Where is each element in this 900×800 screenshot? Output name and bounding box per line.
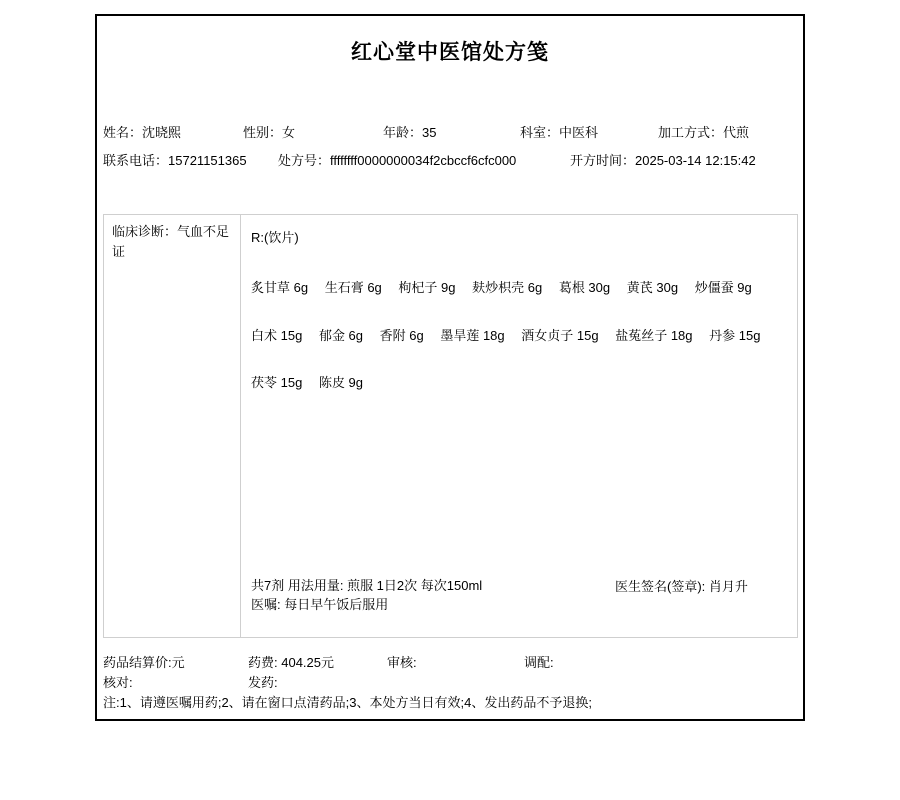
doctor-advice: 医嘱: 每日早午饭后服用 xyxy=(251,597,389,612)
herb-item: 生石膏 6g xyxy=(324,280,382,295)
herb-item: 炙甘草 6g xyxy=(251,280,309,295)
page-title: 红心堂中医馆处方笺 xyxy=(351,41,549,64)
herb-item: 香附 6g xyxy=(379,328,424,343)
herb-item: 黄芪 30g xyxy=(626,280,679,295)
field-value: ffffffff0000000034f2cbccf6cfc000 xyxy=(330,153,517,168)
field-value: 元 xyxy=(171,655,185,670)
field-patient-name xyxy=(103,122,181,141)
diagnosis-value: 气血不足证 xyxy=(112,224,230,259)
field-label: 联系电话： xyxy=(103,153,169,168)
herb-item: 盐菟丝子 18g xyxy=(615,328,693,343)
herb-item: 麸炒枳壳 6g xyxy=(472,280,543,295)
field-phone xyxy=(103,150,247,169)
field-label: 处方号： xyxy=(278,153,331,168)
clinical-diagnosis xyxy=(112,222,234,262)
herb-line-2 xyxy=(251,325,773,344)
prescription-border xyxy=(95,14,805,721)
field-label: 年龄： xyxy=(383,125,423,140)
rx-header: R:(饮片) xyxy=(251,230,299,245)
field-label: 药费: xyxy=(248,655,282,670)
field-label: 性别： xyxy=(243,125,283,140)
field-value: 代煎 xyxy=(723,125,750,140)
field-processing-method xyxy=(658,122,749,141)
field-value: 35 xyxy=(422,125,437,140)
field-gender xyxy=(243,122,295,141)
field-label: 发药: xyxy=(248,675,278,690)
field-value: 女 xyxy=(282,125,296,140)
herb-item: 炒僵蚕 9g xyxy=(694,280,752,295)
field-value: 15721151365 xyxy=(168,153,247,168)
footer-note: 注:1、请遵医嘱用药;2、请在窗口点清药品;3、本处方当日有效;4、发出药品不予退换; xyxy=(103,695,592,710)
field-value: 沈晓熙 xyxy=(142,125,182,140)
field-medicine-fee xyxy=(248,652,334,671)
usage-line: 共7剂 用法用量: 煎服 1日2次 每次150ml xyxy=(251,578,483,593)
field-label: 审核: xyxy=(387,655,417,670)
herb-item: 葛根 30g xyxy=(558,280,611,295)
field-label: 调配: xyxy=(524,655,554,670)
field-review xyxy=(387,652,417,671)
herb-line-1 xyxy=(251,277,765,296)
herb-item: 郁金 6g xyxy=(318,328,364,343)
field-issue-time xyxy=(570,150,756,169)
field-value: 2025-03-14 12:15:42 xyxy=(635,153,756,168)
field-label: 药品结算价: xyxy=(103,655,172,670)
field-issue-medicine xyxy=(248,672,278,691)
herb-item: 茯苓 15g xyxy=(251,375,303,390)
herb-line-3 xyxy=(251,372,376,391)
doctor-signature: 医生签名(签章): 肖月升 xyxy=(615,579,748,594)
field-label: 科室： xyxy=(520,125,560,140)
usage-block xyxy=(251,576,482,614)
prescription-box xyxy=(103,214,798,638)
field-label: 姓名： xyxy=(103,125,143,140)
herb-item: 墨旱莲 18g xyxy=(440,328,505,343)
field-label: 开方时间： xyxy=(570,153,636,168)
prescription-content xyxy=(241,215,798,637)
field-prescription-number xyxy=(278,150,516,169)
diagnosis-column xyxy=(104,215,241,637)
diagnosis-label: 临床诊断： xyxy=(112,224,178,239)
field-dispensing xyxy=(524,652,554,671)
field-value: 中医科 xyxy=(559,125,599,140)
field-value: 404.25元 xyxy=(281,655,334,670)
field-settlement-price xyxy=(103,652,185,671)
field-age xyxy=(383,122,436,141)
herb-item: 陈皮 9g xyxy=(318,375,364,390)
herb-item: 枸杞子 9g xyxy=(398,280,456,295)
herb-item: 白术 15g xyxy=(251,328,303,343)
herb-item: 酒女贞子 15g xyxy=(521,328,599,343)
field-label: 核对: xyxy=(103,675,133,690)
field-department xyxy=(520,122,598,141)
field-label: 加工方式： xyxy=(658,125,724,140)
field-check xyxy=(103,672,133,691)
herb-item: 丹参 15g xyxy=(709,328,761,343)
